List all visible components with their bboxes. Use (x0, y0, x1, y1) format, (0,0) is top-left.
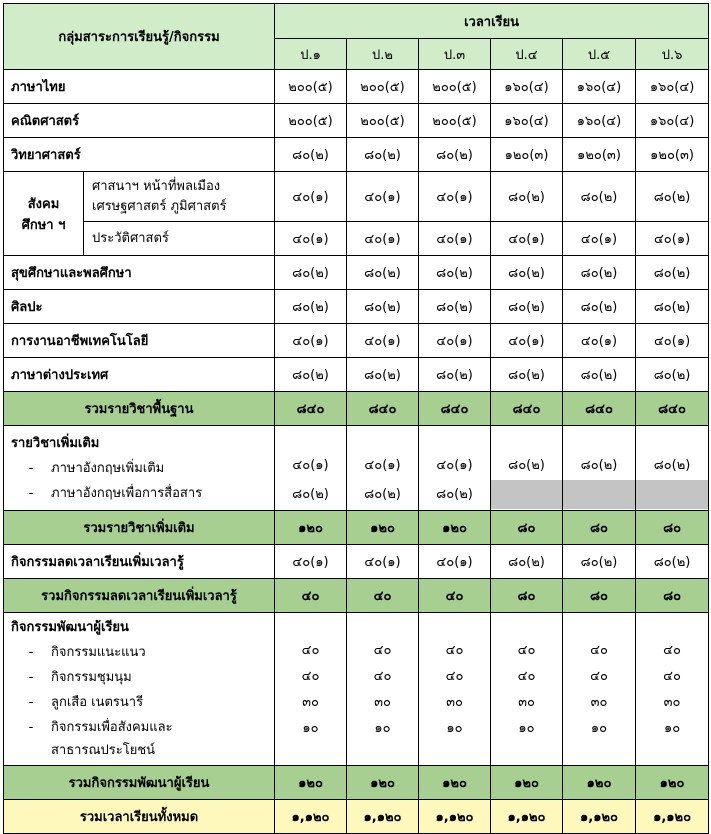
summary-cell: ๑๒๐ (275, 511, 347, 545)
group-column-header: กลุ่มสาระการเรียนรู้/กิจกรรม (4, 4, 275, 70)
time-cell: ๔๐(๑) (292, 458, 329, 473)
curriculum-time-table (3, 3, 709, 834)
list-item-label: กิจกรรมเพื่อสังคมและ (51, 720, 173, 735)
list-item-label: กิจกรรมชุมนุม (51, 670, 132, 685)
time-cell: ๔๐ (301, 643, 320, 658)
social-label-line: สังคม (27, 196, 60, 212)
time-cell: ๘๐(๒) (292, 487, 329, 502)
time-cell: ๒๐๐(๕) (347, 70, 419, 104)
time-cell-group (419, 613, 491, 766)
summary-cell: ๘๔๐ (347, 392, 419, 426)
summary-row (4, 766, 709, 800)
summary-row (4, 392, 709, 426)
time-cell: ๘๐(๒) (563, 358, 636, 392)
additional-title: รายวิชาเพิ่มเติม (11, 435, 100, 451)
list-dash: - (28, 695, 34, 710)
time-cell: ๔๐(๑) (347, 324, 419, 358)
table-row (4, 70, 709, 104)
summary-label: รวมกิจกรรมพัฒนาผู้เรียน (4, 766, 275, 800)
time-cell: ๔๐(๑) (275, 545, 347, 579)
summary-label: รวมรายวิชาเพิ่มเติม (4, 511, 275, 545)
time-cell: ๘๐(๒) (347, 256, 419, 290)
subject-label: การงานอาชีพเทคโนโลยี (4, 324, 275, 358)
time-cell: ๔๐ (663, 643, 681, 658)
summary-cell: ๔๐ (419, 579, 491, 613)
time-cell: ๘๐(๒) (419, 290, 491, 324)
summary-cell: ๑๒๐ (491, 766, 563, 800)
list-item (11, 665, 274, 690)
table-row (4, 290, 709, 324)
time-cell: ๔๐ (517, 643, 536, 658)
time-cell: ๘๐(๒) (491, 545, 563, 579)
time-cell: ๔๐(๑) (364, 458, 401, 473)
time-cell: ๑๖๐(๔) (636, 104, 709, 138)
time-cell-group (636, 426, 709, 511)
grade-header: ป.๔ (491, 39, 563, 70)
list-item-label: ภาษาอังกฤษเพื่อการสื่อสาร (51, 485, 203, 501)
time-cell: ๒๐๐(๕) (275, 104, 347, 138)
time-cell: ๘๐(๒) (419, 138, 491, 172)
time-cell: ๔๐(๑) (491, 222, 563, 256)
time-cell: ๔๐(๑) (275, 324, 347, 358)
time-cell: ๓๐ (590, 695, 608, 710)
table-row (4, 172, 709, 222)
time-cell: ๘๐(๒) (653, 458, 691, 473)
list-dash: - (28, 460, 34, 476)
summary-row (4, 511, 709, 545)
summary-cell: ๘๔๐ (491, 392, 563, 426)
time-column-header: เวลาเรียน (275, 4, 709, 39)
time-cell: ๒๐๐(๕) (419, 104, 491, 138)
time-cell: ๘๐(๒) (275, 358, 347, 392)
time-cell: ๓๐ (374, 695, 391, 710)
summary-cell: ๘๔๐ (636, 392, 709, 426)
time-cell: ๘๐(๒) (491, 358, 563, 392)
time-cell-group (347, 426, 419, 511)
social-studies-label (4, 172, 84, 256)
time-cell-group (419, 426, 491, 511)
development-activities-cell (4, 613, 275, 766)
header-row (4, 4, 709, 39)
time-cell: ๑๐ (518, 721, 535, 736)
time-cell: ๑๖๐(๔) (491, 104, 563, 138)
time-cell: ๑๒๐(๓) (563, 138, 636, 172)
grand-total-cell: ๑,๑๒๐ (347, 800, 419, 834)
grade-header: ป.๓ (419, 39, 491, 70)
time-cell: ๑๒๐(๓) (491, 138, 563, 172)
time-cell: ๘๐(๒) (347, 138, 419, 172)
time-cell: ๘๐(๒) (563, 256, 636, 290)
list-item (11, 640, 274, 665)
list-item-label: กิจกรรมแนะแนว (51, 645, 146, 660)
time-cell: ๑๐ (663, 721, 681, 736)
table-row (4, 545, 709, 579)
time-cell: ๘๐(๒) (636, 256, 709, 290)
time-cell: ๑๖๐(๔) (491, 70, 563, 104)
summary-cell: ๘๔๐ (563, 392, 636, 426)
summary-cell: ๘๐ (491, 579, 563, 613)
time-cell: ๔๐(๑) (636, 324, 709, 358)
summary-cell: ๔๐ (275, 579, 347, 613)
list-item (11, 456, 274, 481)
time-cell: ๔๐ (373, 643, 392, 658)
time-cell: ๘๐(๒) (563, 290, 636, 324)
time-cell: ๘๐(๒) (580, 458, 618, 473)
time-cell: ๘๐(๒) (491, 256, 563, 290)
time-cell: ๑๖๐(๔) (563, 70, 636, 104)
additional-subjects-cell (4, 426, 275, 511)
subject-label: วิทยาศาสตร์ (4, 138, 275, 172)
time-cell: ๔๐ (445, 643, 464, 658)
time-cell-group (275, 613, 347, 766)
time-cell: ๘๐(๒) (275, 256, 347, 290)
list-dash: - (28, 670, 34, 685)
time-cell-group (563, 613, 636, 766)
subject-sublabel (84, 172, 275, 222)
subject-sublabel: ประวัติศาสตร์ (84, 222, 275, 256)
time-cell: ๔๐(๑) (563, 222, 636, 256)
sublabel-line: ศาสนาฯ หน้าที่พลเมือง (92, 178, 221, 194)
time-cell: ๑๐ (374, 721, 391, 736)
time-cell: ๘๐(๒) (364, 487, 401, 502)
time-cell: ๔๐(๑) (275, 222, 347, 256)
table-row (4, 256, 709, 290)
time-cell-group (491, 426, 563, 511)
sublabel-line: เศรษฐศาสตร์ ภูมิศาสตร์ (92, 198, 227, 214)
grand-total-cell: ๑,๑๒๐ (419, 800, 491, 834)
list-item-label: ภาษาอังกฤษเพิ่มเติม (51, 460, 165, 476)
time-cell: ๔๐ (663, 669, 681, 684)
grade-header: ป.๒ (347, 39, 419, 70)
time-cell: ๔๐ (590, 669, 608, 684)
time-cell: ๔๐(๑) (419, 324, 491, 358)
time-cell-group (275, 426, 347, 511)
time-cell: ๔๐(๑) (419, 222, 491, 256)
summary-cell: ๑๒๐ (419, 766, 491, 800)
grand-total-cell: ๑,๑๒๐ (563, 800, 636, 834)
time-cell: ๘๐(๒) (636, 545, 709, 579)
table-row (4, 104, 709, 138)
list-dash: - (28, 720, 34, 735)
disabled-cell (491, 480, 562, 509)
summary-cell: ๑๒๐ (636, 766, 709, 800)
grand-total-row (4, 800, 709, 834)
list-item (11, 481, 274, 506)
time-cell: ๓๐ (302, 695, 319, 710)
table-row (4, 138, 709, 172)
time-cell-group (491, 613, 563, 766)
grade-header: ป.๖ (636, 39, 709, 70)
summary-cell: ๘๔๐ (275, 392, 347, 426)
grand-total-cell: ๑,๑๒๐ (275, 800, 347, 834)
disabled-cell (563, 480, 635, 509)
time-cell: ๘๐(๒) (491, 290, 563, 324)
time-cell: ๑๖๐(๔) (563, 104, 636, 138)
time-cell: ๘๐(๒) (419, 358, 491, 392)
list-dash: - (28, 645, 34, 660)
time-cell: ๔๐(๑) (436, 458, 473, 473)
time-cell: ๒๐๐(๕) (419, 70, 491, 104)
summary-label: รวมรายวิชาพื้นฐาน (4, 392, 275, 426)
summary-cell: ๘๐ (636, 511, 709, 545)
time-cell: ๑๐ (590, 721, 608, 736)
summary-cell: ๘๐ (636, 579, 709, 613)
time-cell: ๔๐ (373, 669, 392, 684)
summary-cell: ๔๐ (347, 579, 419, 613)
time-cell: ๔๐ (590, 643, 608, 658)
subject-label: ศิลปะ (4, 290, 275, 324)
list-item (11, 715, 274, 740)
summary-cell: ๑๒๐ (419, 511, 491, 545)
time-cell: ๘๐(๒) (563, 545, 636, 579)
social-label-line: ศึกษา ฯ (21, 217, 66, 233)
time-cell: ๒๐๐(๕) (347, 104, 419, 138)
summary-cell: ๑๒๐ (563, 766, 636, 800)
time-cell: ๘๐(๒) (347, 290, 419, 324)
time-cell: ๒๐๐(๕) (275, 70, 347, 104)
time-cell: ๔๐ (517, 669, 536, 684)
time-cell: ๔๐ (301, 669, 320, 684)
time-cell: ๘๐(๒) (275, 138, 347, 172)
summary-label: รวมกิจกรรมลดเวลาเรียนเพิ่มเวลารู้ (4, 579, 275, 613)
grand-total-label: รวมเวลาเรียนทั้งหมด (4, 800, 275, 834)
summary-cell: ๑๒๐ (275, 766, 347, 800)
time-cell: ๘๐(๒) (491, 172, 563, 222)
time-cell: ๔๐(๑) (491, 324, 563, 358)
time-cell: ๔๐ (445, 669, 464, 684)
time-cell: ๔๐(๑) (347, 172, 419, 222)
time-cell: ๑๐ (302, 721, 319, 736)
table-row (4, 358, 709, 392)
time-cell: ๘๐(๒) (636, 358, 709, 392)
time-cell: ๘๐(๒) (275, 290, 347, 324)
time-cell: ๓๐ (446, 695, 463, 710)
list-item-continuation: สาธารณประโยชน์ (51, 743, 156, 758)
table-row (4, 613, 709, 766)
list-item (11, 690, 274, 715)
time-cell-group (347, 613, 419, 766)
summary-row (4, 579, 709, 613)
time-cell: ๘๐(๒) (436, 487, 473, 502)
summary-cell: ๘๔๐ (419, 392, 491, 426)
time-cell: ๓๐ (518, 695, 535, 710)
summary-cell: ๘๐ (563, 511, 636, 545)
table-row (4, 324, 709, 358)
grand-total-cell: ๑,๑๒๐ (636, 800, 709, 834)
time-cell: ๑๒๐(๓) (636, 138, 709, 172)
summary-cell: ๑๒๐ (347, 766, 419, 800)
time-cell: ๔๐(๑) (347, 222, 419, 256)
time-cell: ๘๐(๒) (419, 256, 491, 290)
time-cell: ๘๐(๒) (508, 458, 545, 473)
grand-total-cell: ๑,๑๒๐ (491, 800, 563, 834)
time-cell: ๔๐(๑) (419, 172, 491, 222)
table-row (4, 426, 709, 511)
subject-label: สุขศึกษาและพลศึกษา (4, 256, 275, 290)
development-title: กิจกรรมพัฒนาผู้เรียน (11, 620, 129, 635)
time-cell: ๘๐(๒) (563, 172, 636, 222)
disabled-cell (636, 480, 708, 509)
subject-label: กิจกรรมลดเวลาเรียนเพิ่มเวลารู้ (4, 545, 275, 579)
time-cell: ๑๐ (446, 721, 463, 736)
grade-header: ป.๕ (563, 39, 636, 70)
time-cell: ๔๐(๑) (563, 324, 636, 358)
subject-label: คณิตศาสตร์ (4, 104, 275, 138)
grade-header: ป.๑ (275, 39, 347, 70)
subject-label: ภาษาต่างประเทศ (4, 358, 275, 392)
time-cell: ๘๐(๒) (636, 290, 709, 324)
summary-cell: ๘๐ (563, 579, 636, 613)
time-cell: ๓๐ (663, 695, 681, 710)
list-dash: - (28, 485, 34, 501)
subject-label: ภาษาไทย (4, 70, 275, 104)
time-cell-group (563, 426, 636, 511)
time-cell-group (636, 613, 709, 766)
time-cell: ๔๐(๑) (347, 545, 419, 579)
time-cell: ๘๐(๒) (347, 358, 419, 392)
summary-cell: ๘๐ (491, 511, 563, 545)
list-item-label: ลูกเสือ เนตรนารี (51, 695, 144, 710)
summary-cell: ๑๒๐ (347, 511, 419, 545)
time-cell: ๔๐(๑) (275, 172, 347, 222)
time-cell: ๔๐(๑) (419, 545, 491, 579)
time-cell: ๑๖๐(๔) (636, 70, 709, 104)
table-row (4, 222, 709, 256)
time-cell: ๘๐(๒) (636, 172, 709, 222)
time-cell: ๔๐(๑) (636, 222, 709, 256)
